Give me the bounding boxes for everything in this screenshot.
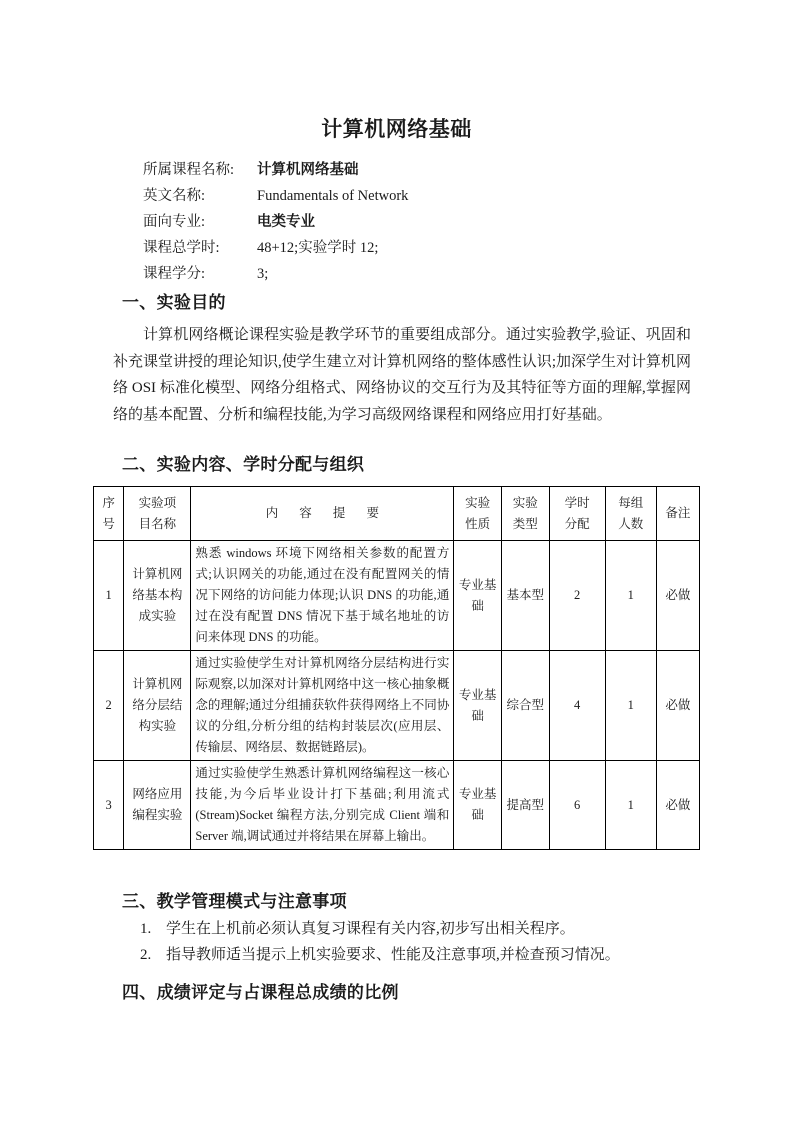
cell-people: 1 bbox=[605, 761, 656, 850]
meta-row-credits bbox=[143, 262, 663, 288]
meta-value: 电类专业 bbox=[257, 214, 315, 230]
header-cell-nature bbox=[454, 487, 502, 541]
list-item bbox=[140, 916, 700, 942]
header-cell-hours bbox=[549, 487, 605, 541]
cell-nature: 专业基础 bbox=[454, 651, 502, 761]
table-header-row bbox=[94, 487, 700, 541]
cell-hours: 2 bbox=[549, 541, 605, 651]
cell-people: 1 bbox=[605, 651, 656, 761]
section-heading-three: 三、教学管理模式与注意事项 bbox=[122, 892, 347, 911]
meta-row-english-name bbox=[143, 184, 663, 210]
cell-note: 必做 bbox=[656, 541, 699, 651]
cell-nature: 专业基础 bbox=[454, 761, 502, 850]
section-heading-two: 二、实验内容、学时分配与组织 bbox=[122, 455, 365, 474]
meta-label: 课程总学时: bbox=[143, 240, 220, 256]
header-cell-desc: 内 容 提 要 bbox=[191, 487, 454, 541]
header-people-line1: 每组 bbox=[618, 495, 644, 510]
header-hours-line2: 分配 bbox=[564, 516, 590, 531]
list-item-text: 指导教师适当提示上机实验要求、性能及注意事项,并检查预习情况。 bbox=[166, 947, 620, 963]
meta-value: 计算机网络基础 bbox=[257, 162, 359, 178]
table-row bbox=[94, 541, 700, 651]
cell-name: 计算机网络基本构成实验 bbox=[124, 541, 191, 651]
section-heading-one: 一、实验目的 bbox=[122, 293, 226, 312]
list-item-number: 2. bbox=[140, 947, 152, 963]
cell-note: 必做 bbox=[656, 761, 699, 850]
experiment-schedule-table-wrapper bbox=[93, 486, 700, 850]
section-one-paragraph: 计算机网络概论课程实验是教学环节的重要组成部分。通过实验教学,验证、巩固和补充课堂讲授的理论知识,使学生建立对计算机网络的整体感性认识;加深学生对计算机网络 OSI 标准化模型、网络分组格式、网络协议的交互行为及其特征等方面的理解,掌握网络的基本配置、分析和编程技能,为学习高级网络课程和网络应用打好基础。 bbox=[113, 327, 691, 423]
teaching-rules-list bbox=[140, 916, 700, 968]
list-item-text: 学生在上机前必须认真复习课程有关内容,初步写出相关程序。 bbox=[166, 921, 575, 937]
table-row bbox=[94, 651, 700, 761]
meta-value: Fundamentals of Network bbox=[257, 188, 409, 204]
header-hours-line1: 学时 bbox=[564, 495, 590, 510]
cell-hours: 6 bbox=[549, 761, 605, 850]
meta-label: 英文名称: bbox=[143, 188, 206, 204]
cell-seq: 3 bbox=[94, 761, 124, 850]
cell-type: 基本型 bbox=[501, 541, 549, 651]
meta-row-total-hours bbox=[143, 236, 663, 262]
course-meta-block bbox=[143, 158, 663, 288]
meta-label: 所属课程名称: bbox=[143, 162, 235, 178]
header-name-line1: 实验项 bbox=[138, 495, 177, 510]
cell-seq: 1 bbox=[94, 541, 124, 651]
cell-seq: 2 bbox=[94, 651, 124, 761]
header-seq-line2: 号 bbox=[102, 516, 115, 531]
cell-desc: 通过实验使学生熟悉计算机网络编程这一核心技能,为今后毕业设计打下基础;利用流式(Stream)Socket 编程方法,分别完成 Client 端和 Server 端,调试通过并将结果在屏幕上输出。 bbox=[191, 761, 454, 850]
header-name-line2: 目名称 bbox=[138, 516, 177, 531]
meta-row-major bbox=[143, 210, 663, 236]
cell-name: 计算机网络分层结构实验 bbox=[124, 651, 191, 761]
meta-value: 3; bbox=[257, 266, 269, 282]
header-cell-people bbox=[605, 487, 656, 541]
table-row bbox=[94, 761, 700, 850]
header-seq-line1: 序 bbox=[102, 495, 115, 510]
experiment-schedule-table bbox=[93, 486, 700, 850]
cell-name: 网络应用编程实验 bbox=[124, 761, 191, 850]
meta-row-course-name bbox=[143, 158, 663, 184]
meta-label: 课程学分: bbox=[143, 266, 206, 282]
cell-people: 1 bbox=[605, 541, 656, 651]
header-type-line2: 类型 bbox=[512, 516, 538, 531]
header-nature-line2: 性质 bbox=[465, 516, 491, 531]
list-item bbox=[140, 942, 700, 968]
cell-desc: 通过实验使学生对计算机网络分层结构进行实际观察,以加深对计算机网络中这一核心抽象概念的理解;通过分组捕获软件获得网络上不同协议的分组,分析分组的结构封装层次(应用层、传输层、网络层、数据链路层)。 bbox=[191, 651, 454, 761]
header-people-line2: 人数 bbox=[618, 516, 644, 531]
cell-note: 必做 bbox=[656, 651, 699, 761]
meta-label: 面向专业: bbox=[143, 214, 206, 230]
header-type-line1: 实验 bbox=[512, 495, 538, 510]
header-nature-line1: 实验 bbox=[465, 495, 491, 510]
header-cell-note: 备注 bbox=[656, 487, 699, 541]
cell-hours: 4 bbox=[549, 651, 605, 761]
header-cell-type bbox=[501, 487, 549, 541]
cell-nature: 专业基础 bbox=[454, 541, 502, 651]
cell-type: 提高型 bbox=[501, 761, 549, 850]
page-title: 计算机网络基础 bbox=[321, 117, 472, 141]
meta-value: 48+12;实验学时 12; bbox=[257, 240, 379, 256]
cell-desc: 熟悉 windows 环境下网络相关参数的配置方式;认识网关的功能,通过在没有配置网关的情况下网络的访问能力体现;认识 DNS 的功能,通过在没有配置 DNS 情况下基于域名地址的访问来体现 DNS 的功能。 bbox=[191, 541, 454, 651]
cell-type: 综合型 bbox=[501, 651, 549, 761]
header-cell-name bbox=[124, 487, 191, 541]
list-item-number: 1. bbox=[140, 921, 152, 937]
section-heading-four: 四、成绩评定与占课程总成绩的比例 bbox=[122, 983, 399, 1002]
header-cell-seq bbox=[94, 487, 124, 541]
